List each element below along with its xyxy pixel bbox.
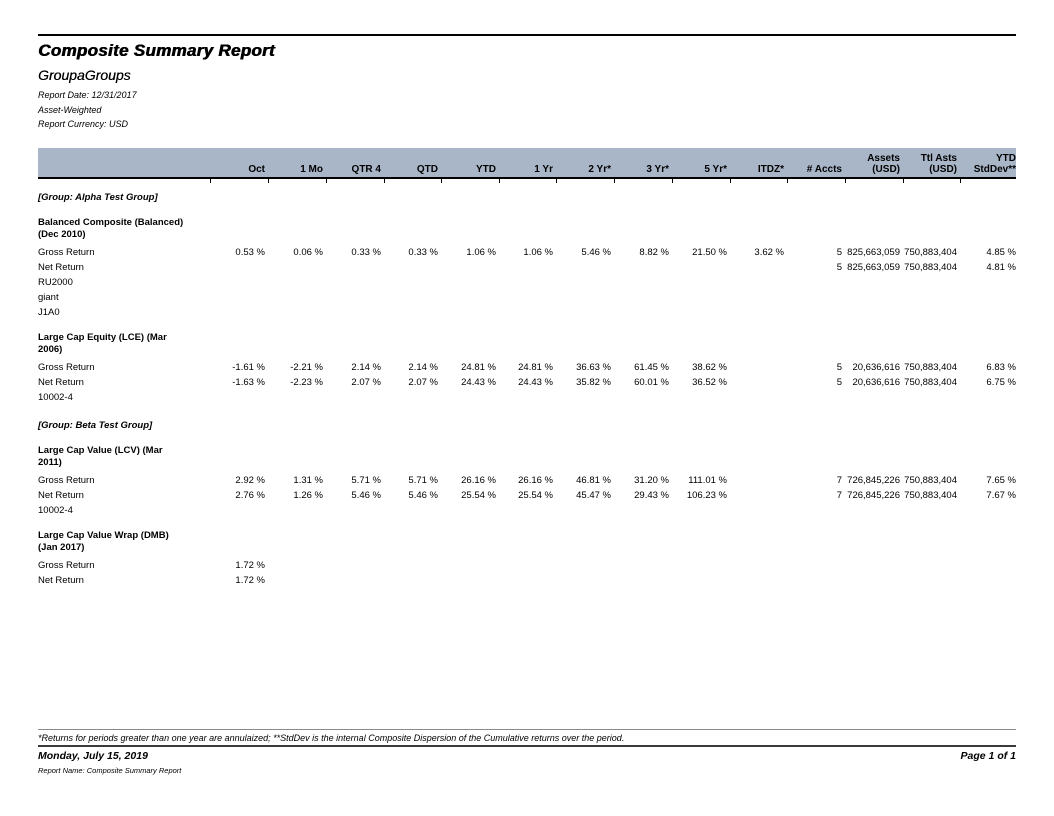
value-cell: 7: [836, 475, 842, 486]
table-row: [38, 488, 1016, 503]
value-cell: 1.31 %: [293, 475, 323, 486]
value-cell: 45.47 %: [576, 490, 611, 501]
value-cell: 4.81 %: [986, 262, 1016, 273]
value-cell: 24.43 %: [518, 377, 553, 388]
value-cell: 726,845,226: [847, 475, 900, 486]
value-cell: 26.16 %: [461, 475, 496, 486]
composite-section: [38, 530, 1016, 588]
top-rule: [38, 34, 1016, 36]
value-cell: 3.62 %: [754, 247, 784, 258]
value-cell: 0.33 %: [351, 247, 381, 258]
value-cell: 36.63 %: [576, 362, 611, 373]
column-header-line: 2 Yr*: [588, 164, 611, 175]
value-cell: 8.82 %: [639, 247, 669, 258]
footnote-rule: [38, 729, 1016, 730]
column-header-line: 1 Yr: [534, 164, 553, 175]
value-cell: 26.16 %: [518, 475, 553, 486]
column-header-line: QTR 4: [351, 164, 381, 175]
table-row: [38, 558, 1016, 573]
value-cell: 750,883,404: [904, 262, 957, 273]
value-cell: 5.71 %: [408, 475, 438, 486]
value-cell: 4.85 %: [986, 247, 1016, 258]
value-cell: 750,883,404: [904, 475, 957, 486]
value-cell: 35.82 %: [576, 377, 611, 388]
value-cell: 2.07 %: [351, 377, 381, 388]
value-cell: -1.63 %: [232, 377, 265, 388]
column-header-line: StdDev**: [973, 164, 1016, 175]
composite-name-line: Balanced Composite (Balanced): [38, 217, 184, 228]
composite-name-line: Large Cap Value Wrap (DMB): [38, 530, 169, 541]
value-cell: 21.50 %: [692, 247, 727, 258]
value-cell: 2.14 %: [408, 362, 438, 373]
value-cell: 29.43 %: [634, 490, 669, 501]
report-meta: [38, 88, 137, 132]
composite-name-line: (Jan 2017): [38, 542, 85, 553]
composite-name: [38, 217, 1016, 241]
composite-name-line: Large Cap Equity (LCE) (Mar: [38, 332, 167, 343]
row-label: Net Return: [38, 262, 84, 273]
table-header: [38, 148, 1016, 179]
value-cell: 1.72 %: [235, 560, 265, 571]
value-cell: -1.61 %: [232, 362, 265, 373]
value-cell: 750,883,404: [904, 490, 957, 501]
table-row: [38, 390, 1016, 405]
value-cell: 24.43 %: [461, 377, 496, 388]
table-row: [38, 305, 1016, 320]
value-cell: 5.46 %: [408, 490, 438, 501]
row-label: J1A0: [38, 307, 60, 318]
row-label: Gross Return: [38, 247, 95, 258]
value-cell: 5: [836, 377, 842, 388]
composite-section: [38, 332, 1016, 405]
value-cell: 1.06 %: [523, 247, 553, 258]
table-row: [38, 260, 1016, 275]
footer-rule: [38, 745, 1016, 747]
value-cell: 750,883,404: [904, 247, 957, 258]
column-header-line: ITDZ*: [757, 164, 784, 175]
page-number: Page 1 of 1: [960, 750, 1016, 762]
column-header-line: Oct: [248, 164, 265, 175]
composite-name-line: 2006): [38, 344, 63, 355]
table-row: [38, 503, 1016, 518]
table-row: [38, 245, 1016, 260]
report-date: Report Date: 12/31/2017: [38, 90, 137, 100]
value-cell: 31.20 %: [634, 475, 669, 486]
value-cell: -2.23 %: [290, 377, 323, 388]
value-cell: 25.54 %: [518, 490, 553, 501]
value-cell: 7.67 %: [986, 490, 1016, 501]
column-header-line: QTD: [416, 164, 438, 175]
value-cell: 106.23 %: [686, 490, 727, 501]
composite-name: [38, 530, 1016, 554]
composite-name-line: (Dec 2010): [38, 229, 86, 240]
value-cell: 2.92 %: [235, 475, 265, 486]
value-cell: 24.81 %: [461, 362, 496, 373]
value-cell: 0.06 %: [293, 247, 323, 258]
value-cell: 5.46 %: [351, 490, 381, 501]
value-cell: 20,636,616: [852, 377, 900, 388]
value-cell: 111.01 %: [688, 475, 727, 486]
value-cell: 38.62 %: [692, 362, 727, 373]
column-header-line: YTD: [476, 164, 496, 175]
composite-name: [38, 332, 1016, 356]
row-label: Gross Return: [38, 362, 95, 373]
column-header-line: (USD): [872, 164, 900, 175]
table-row: [38, 290, 1016, 305]
weighting-method: Asset-Weighted: [38, 104, 102, 115]
composite-name-line: Large Cap Value (LCV) (Mar: [38, 445, 163, 456]
report-currency: Report Currency: USD: [38, 119, 129, 129]
value-cell: 20,636,616: [852, 362, 900, 373]
row-label: RU2000: [38, 277, 73, 288]
value-cell: 6.83 %: [986, 362, 1016, 373]
column-header-line: 1 Mo: [300, 164, 323, 175]
value-cell: 750,883,404: [904, 377, 957, 388]
table-body: [38, 177, 1016, 588]
value-cell: 726,845,226: [847, 490, 900, 501]
value-cell: 2.07 %: [408, 377, 438, 388]
composite-name-line: 2011): [38, 457, 62, 468]
footer-date: Monday, July 15, 2019: [38, 750, 148, 762]
table-row: [38, 473, 1016, 488]
column-header-line: Ttl Asts: [920, 153, 957, 164]
value-cell: 1.06 %: [466, 247, 496, 258]
value-cell: 5.71 %: [351, 475, 381, 486]
column-header-line: (USD): [929, 164, 957, 175]
composite-section: [38, 217, 1016, 320]
group-label: [Group: Beta Test Group]: [38, 420, 153, 431]
value-cell: 5: [836, 247, 842, 258]
report-name: Report Name: Composite Summary Report: [38, 766, 182, 775]
column-header: [926, 153, 1016, 175]
value-cell: 5: [836, 362, 842, 373]
column-header-line: YTD: [996, 153, 1016, 164]
table-row: [38, 275, 1016, 290]
footnote: *Returns for periods greater than one year are annulaized; **StdDev is the internal Composite Dispersion of the Cumulative returns over the period.: [38, 733, 625, 743]
value-cell: 36.52 %: [692, 377, 727, 388]
value-cell: 825,663,059: [847, 247, 900, 258]
column-header-line: # Accts: [806, 164, 842, 175]
value-cell: 6.75 %: [986, 377, 1016, 388]
value-cell: 60.01 %: [634, 377, 669, 388]
value-cell: 5: [836, 262, 842, 273]
value-cell: -2.21 %: [290, 362, 323, 373]
value-cell: 1.72 %: [235, 575, 265, 586]
row-label: Net Return: [38, 490, 84, 501]
value-cell: 2.14 %: [351, 362, 381, 373]
value-cell: 825,663,059: [847, 262, 900, 273]
table-row: [38, 573, 1016, 588]
column-header-line: 3 Yr*: [646, 164, 669, 175]
group-subtitle: GroupaGroups: [38, 67, 131, 83]
value-cell: 0.33 %: [408, 247, 438, 258]
column-header-line: 5 Yr*: [704, 164, 727, 175]
value-cell: 2.76 %: [235, 490, 265, 501]
column-header-line: Assets: [867, 153, 900, 164]
row-label: 10002-4: [38, 505, 73, 516]
value-cell: 7: [836, 490, 842, 501]
row-label: 10002-4: [38, 392, 73, 403]
group-label: [Group: Alpha Test Group]: [38, 192, 158, 203]
composite-name: [38, 445, 1016, 469]
value-cell: 750,883,404: [904, 362, 957, 373]
value-cell: 25.54 %: [461, 490, 496, 501]
row-label: Net Return: [38, 575, 84, 586]
value-cell: 1.26 %: [293, 490, 323, 501]
table-row: [38, 375, 1016, 390]
row-label: Gross Return: [38, 475, 95, 486]
value-cell: 7.65 %: [986, 475, 1016, 486]
table-row: [38, 360, 1016, 375]
value-cell: 24.81 %: [518, 362, 553, 373]
row-label: Net Return: [38, 377, 84, 388]
value-cell: 46.81 %: [576, 475, 611, 486]
row-label: giant: [38, 292, 59, 303]
value-cell: 0.53 %: [235, 247, 265, 258]
value-cell: 5.46 %: [581, 247, 611, 258]
page-title: Composite Summary Report: [38, 41, 275, 60]
value-cell: 61.45 %: [634, 362, 669, 373]
row-label: Gross Return: [38, 560, 95, 571]
composite-section: [38, 445, 1016, 518]
